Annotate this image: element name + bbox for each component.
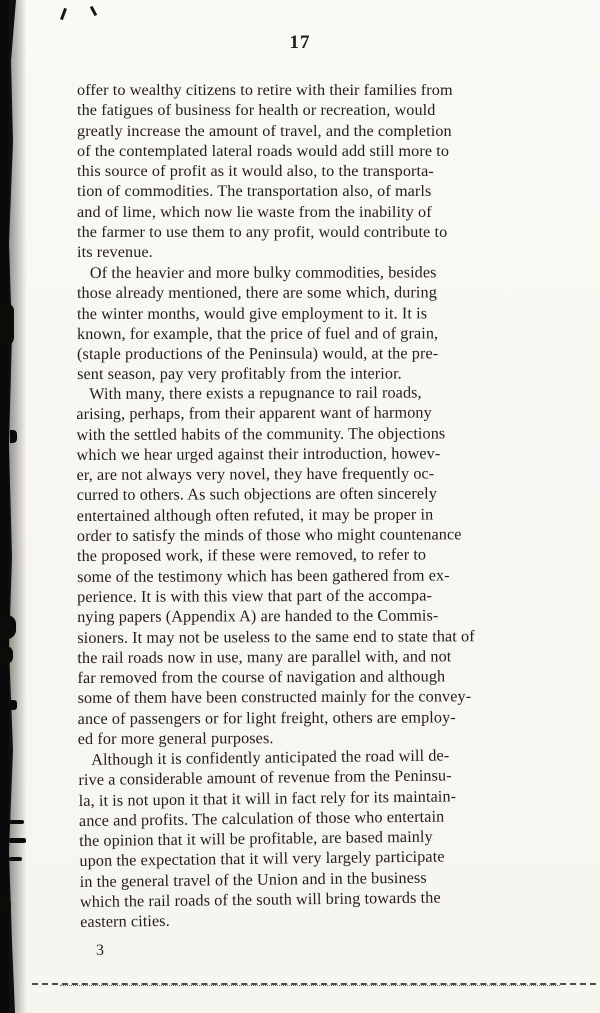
text-line: known, for example, that the price of fuel and of grain,: [77, 323, 439, 343]
text-line: which we hear urged against their introduction, howev-: [76, 444, 441, 465]
text-line: with the settled habits of the community. The objections: [76, 424, 446, 445]
scan-mark: [60, 8, 67, 20]
scan-mark: [90, 6, 97, 16]
paragraph: [78, 744, 554, 932]
text-line: arising, perhaps, from their apparent want of harmony: [76, 404, 432, 424]
text-line: this source of profit as it would also, to the transporta-: [77, 162, 434, 181]
signature-mark: 3: [96, 942, 104, 959]
scan-gutter-shadow: [9, 0, 27, 1013]
text-line: which the rail roads of the south will bring towards the: [79, 888, 441, 911]
text-line: ance of passengers or for light freight, others are employ-: [77, 708, 456, 729]
text-line: tion of commodities. The transportation also, of marls: [77, 182, 432, 201]
text-line: order to satisfy the minds of those who might countenance: [76, 525, 462, 546]
text-line: and of lime, which now lie waste from the inability of: [77, 202, 432, 221]
text-line: ed for more general purposes.: [77, 729, 274, 749]
text-line: sent season, pay very profitably from the interior.: [77, 364, 402, 384]
text-line: sioners. It may not be useless to the same end to state that of: [77, 627, 475, 648]
text-line: those already mentioned, there are some which, during: [76, 283, 437, 302]
text-line: la, it is not upon it that it will in fact rely for its maintain-: [78, 786, 457, 810]
text-line: er, are not always very novel, they have frequently oc-: [76, 465, 435, 485]
scan-smudge: [9, 820, 24, 824]
text-line: offer to wealthy citizens to retire with their families from: [77, 81, 453, 99]
paragraph: [77, 262, 551, 385]
text-line: the opinion that it will be profitable, are based mainly: [79, 827, 433, 850]
text-line: in the general travel of the Union and in the business: [79, 868, 427, 891]
scan-smudge: [0, 303, 14, 347]
paragraph: [77, 80, 551, 263]
text-line: its revenue.: [77, 243, 153, 262]
scan-smudge: [9, 838, 26, 843]
text-line: far removed from the course of navigation and although: [77, 668, 446, 688]
text-line: some of them have been constructed mainly for the convey-: [77, 688, 472, 708]
text-line: Of the heavier and more bulky commodities, besides: [89, 263, 437, 282]
text-line: entertained although often refuted, it may be proper in: [76, 505, 434, 526]
text-line: Although it is confidently anticipated the road will de-: [91, 746, 450, 769]
page-text: [77, 80, 551, 932]
text-line: the winter months, would give employment to it. It is: [76, 303, 428, 323]
scan-smudge: [0, 646, 13, 664]
scan-smudge: [11, 700, 17, 710]
text-line: upon the expectation that it will very largely participate: [79, 847, 445, 871]
text-line: rive a considerable amount of revenue from the Peninsu-: [78, 766, 452, 790]
text-line: the farmer to use them to any profit, would contribute to: [77, 223, 448, 242]
scan-smudge: [10, 430, 17, 443]
text-line: greatly increase the amount of travel, and the completion: [77, 121, 452, 140]
text-line: curred to others. As such objections are often sincerely: [76, 485, 437, 505]
text-line: (staple productions of the Peninsula) would, at the pre-: [77, 344, 439, 363]
page-number: 17: [289, 32, 311, 53]
paragraph: [76, 382, 552, 749]
text-line: some of the testimony which has been gathered from ex-: [77, 566, 450, 587]
text-line: nying papers (Appendix A) are handed to the Commis-: [77, 607, 439, 627]
text-line: the fatigues of business for health or recreation, would: [77, 101, 436, 120]
scan-smudge: [0, 615, 16, 639]
text-line: the proposed work, if these were removed, to refer to: [76, 546, 427, 566]
text-line: ance and profits. The calculation of those who entertain: [78, 807, 445, 830]
text-line: perience. It is with this view that part of the accompa-: [77, 586, 433, 607]
scan-smudge: [0, 898, 11, 912]
scan-smudge: [9, 857, 22, 861]
text-line: With many, there exists a repugnance to rail roads,: [89, 383, 422, 404]
text-line: eastern cities.: [80, 912, 170, 932]
text-line: the rail roads now in use, many are parallel with, and not: [77, 647, 452, 668]
bottom-dotted-rule: [60, 985, 560, 986]
text-line: of the contemplated lateral roads would add still more to: [77, 141, 450, 160]
